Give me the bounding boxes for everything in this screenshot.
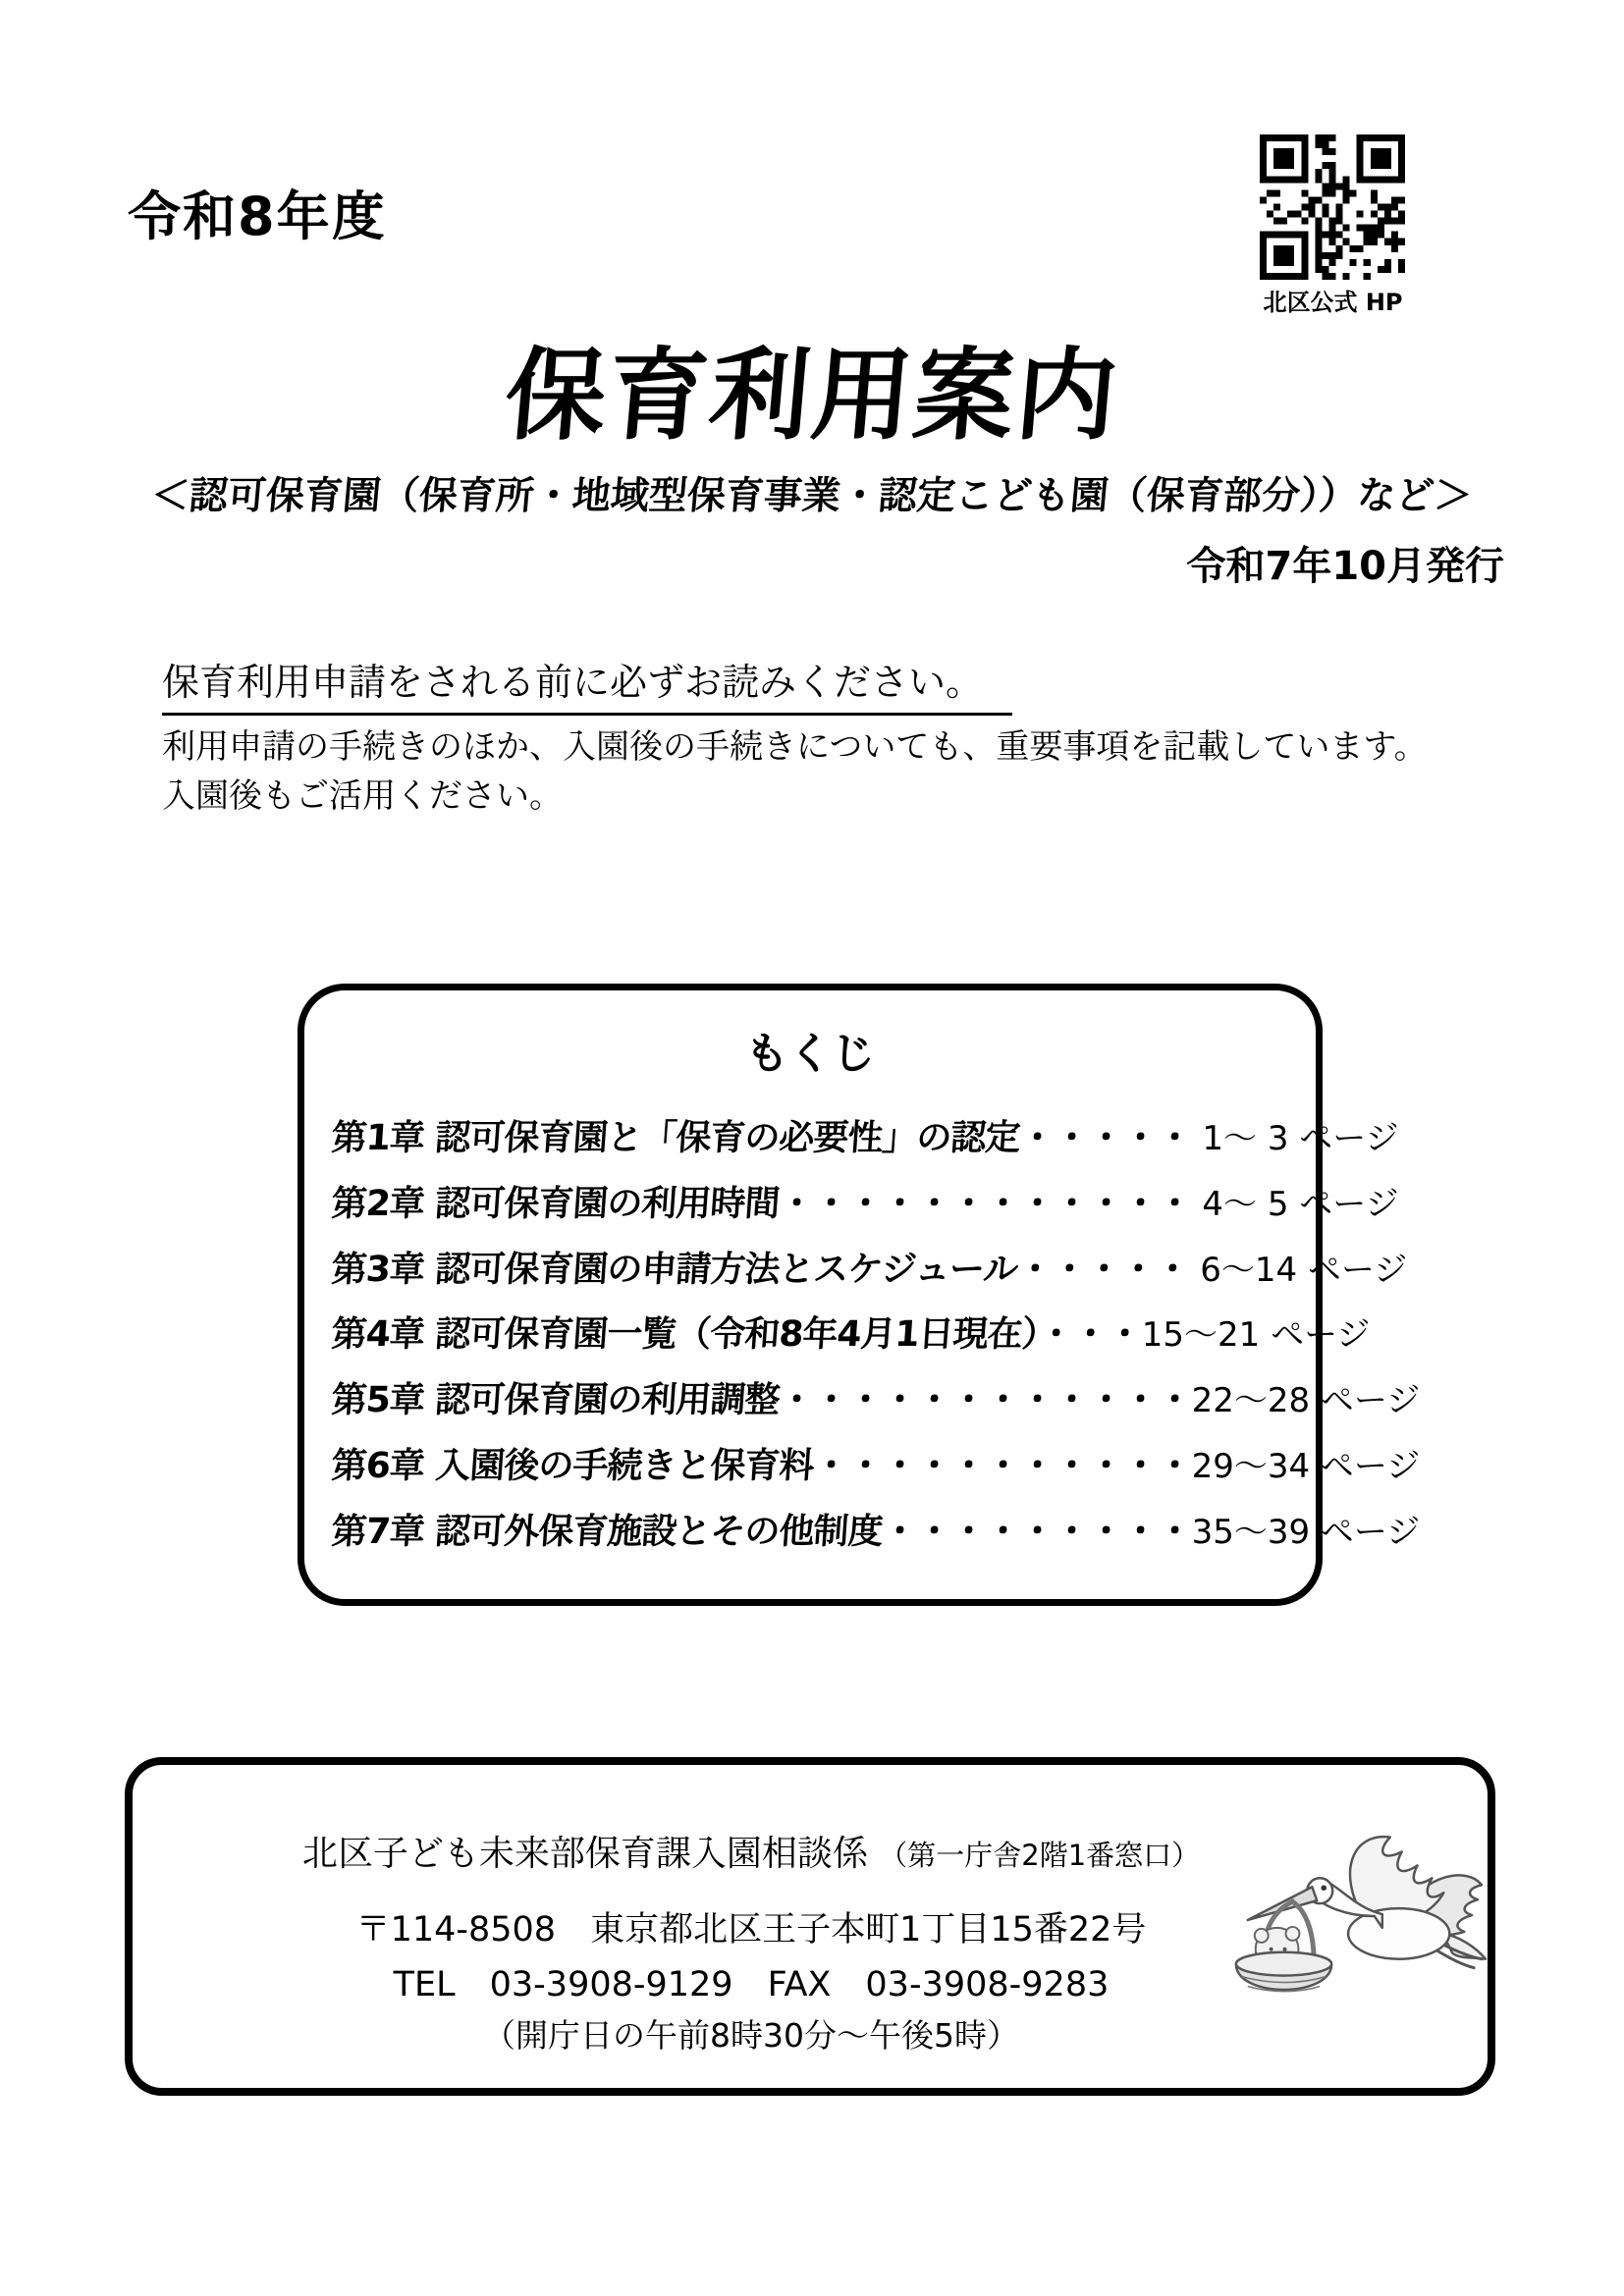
- notice-body: [162, 722, 1478, 821]
- page-subtitle: ＜認可保育園（保育所・地域型保育事業・認定こども園（保育部分））など＞: [148, 474, 1475, 518]
- toc-chapter-1-label: 第1章 認可保育園と「保育の必要性」の認定・・・・・: [330, 1118, 1193, 1158]
- qr-code: [1260, 134, 1405, 280]
- notice-body-line-1: 利用申請の手続きのほか、入園後の手続きについても、重要事項を記載しています。: [162, 727, 1428, 767]
- toc-row-chapter-5: [330, 1372, 1421, 1422]
- toc-row-chapter-7: [330, 1504, 1421, 1554]
- toc-chapter-2-label: 第2章 認可保育園の利用時間・・・・・・・・・・・・: [330, 1183, 1193, 1224]
- contact-department-line: [177, 1826, 1326, 1876]
- fiscal-year-label: 令和8年度: [128, 186, 387, 247]
- notice-heading: 保育利用申請をされる前に必ずお読みください。: [162, 652, 1012, 716]
- toc-chapter-4-label: 第4章 認可保育園一覧（令和8年4月1日現在）・・・: [330, 1314, 1143, 1356]
- toc-chapter-5-pages: 22～28 ページ: [1191, 1381, 1421, 1421]
- contact-window: （第一庁舎2階1番窓口）: [879, 1839, 1201, 1872]
- toc-chapter-4-pages: 15～21 ページ: [1141, 1315, 1371, 1356]
- contact-hours: （開庁日の午前8時30分～午後5時）: [483, 2016, 1019, 2055]
- issue-date: 令和7年10月発行: [1186, 544, 1504, 589]
- toc-chapter-3-pages: 6～14 ページ: [1189, 1250, 1408, 1290]
- toc-box: [298, 984, 1421, 1606]
- toc-chapter-6-pages: 29～34 ページ: [1191, 1447, 1421, 1487]
- toc-list: [330, 1110, 1421, 1554]
- contact-address: 〒114-8508 東京都北区王子本町1丁目15番22号: [355, 1910, 1147, 1949]
- toc-chapter-7-label: 第7章 認可外保育施設とその他制度・・・・・・・・・: [330, 1511, 1193, 1552]
- stork-image: [1220, 1809, 1493, 2027]
- toc-chapter-2-pages: 4～ 5 ページ: [1191, 1184, 1399, 1224]
- qr-code-image: [1260, 134, 1405, 280]
- contact-department: 北区子ども未来部保育課入園相談係: [301, 1834, 868, 1874]
- toc-row-chapter-3: [330, 1242, 1408, 1292]
- notice-body-line-2: 入園後もご活用ください。: [162, 776, 563, 816]
- toc-title: もくじ: [745, 1029, 875, 1079]
- toc-chapter-5-label: 第5章 認可保育園の利用調整・・・・・・・・・・・・: [330, 1380, 1193, 1421]
- page-title: 保育利用案内: [500, 338, 1124, 454]
- stork-illustration: [1220, 1809, 1493, 2027]
- toc-chapter-1-pages: 1～ 3 ページ: [1191, 1119, 1399, 1158]
- toc-row-chapter-2: [330, 1176, 1399, 1226]
- toc-row-chapter-6: [330, 1438, 1421, 1488]
- toc-chapter-3-label: 第3章 認可保育園の申請方法とスケジュール・・・・・: [330, 1249, 1191, 1290]
- toc-chapter-6-label: 第6章 入園後の手続きと保育料・・・・・・・・・・・: [330, 1446, 1193, 1487]
- qr-code-caption: 北区公式 HP: [1263, 289, 1403, 316]
- toc-row-chapter-4: [330, 1307, 1371, 1357]
- toc-chapter-7-pages: 35～39 ページ: [1191, 1512, 1421, 1552]
- toc-row-chapter-1: [330, 1110, 1399, 1160]
- contact-tel-fax: TEL 03-3908-9129 FAX 03-3908-9283: [393, 1965, 1110, 2004]
